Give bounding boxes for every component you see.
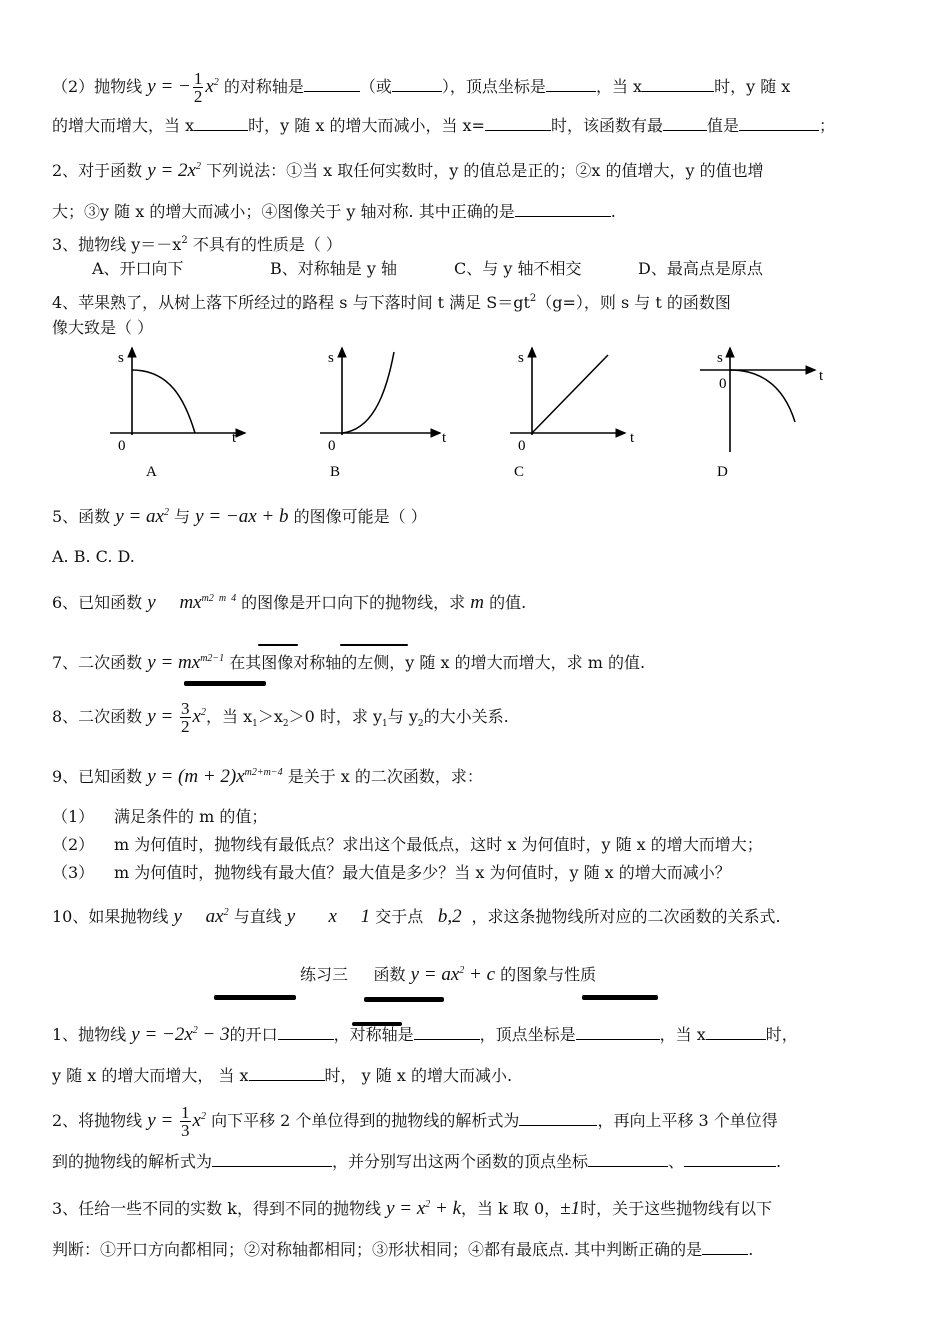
blank-x-extreme[interactable] [485, 114, 551, 131]
scan-artifact [340, 644, 408, 646]
blank-axis-alt[interactable] [392, 75, 442, 92]
q5-options[interactable]: A. B. C. D. [52, 547, 135, 566]
formula-y-2x2: $y = 2x^2$ [147, 160, 201, 181]
q5-stem: 5、函数 $y = ax^2$ 与 y = −ax + b 的图像可能是（ ） [52, 506, 427, 527]
blank-vertex[interactable] [576, 1023, 660, 1040]
blank-vertex[interactable] [546, 75, 596, 92]
e2-line1: 2、将抛物线 y = $\frac{1}{3}$ $x^2$ 向下平移 2 个单位得到的抛物线的解析式为 ，再向上平移 3 个单位得 [52, 1103, 778, 1140]
e2-line2: 到的抛物线的解析式为 ，并分别写出这两个函数的顶点坐标 、 . [52, 1152, 782, 1171]
blank-correct[interactable] [702, 1238, 748, 1255]
graph-label: D [717, 464, 728, 480]
q7: 7、二次函数 $y = mx^{m2-1}$ 在其图像对称轴的左侧，y 随 x 的增大而增大，求 m 的值. [52, 652, 646, 673]
q10: 10、如果抛物线 y $ax^2$ 与直线 y x 1 交于点 b,2 ，求这条抛物线所对应的二次函数的关系式. [52, 906, 781, 927]
q9-sub1: （1） 满足条件的 m 的值； [52, 807, 268, 826]
blank-correct[interactable] [515, 200, 611, 217]
graph-b[interactable] [310, 340, 470, 485]
q4-line1: 4、苹果熟了，从树上落下所经过的路程 s 与下落时间 t 满足 $S=gt^2(g=)$，则 s 与 t 的函数图 [52, 293, 731, 312]
graph-d[interactable] [695, 340, 855, 485]
q9-sub2: （2） m 为何值时，抛物线有最低点？求出这个最低点，这时 x 为何值时，y 随 x 的增大而增大； [52, 835, 763, 854]
q3-option-b[interactable]: B、对称轴是 y 轴 [270, 259, 397, 278]
q3-option-d[interactable]: D、最高点是原点 [638, 259, 763, 278]
e1-line1: 1、抛物线 $y = -2x^2 - 3$的开口 ，对称轴是 ，顶点坐标是 ，当 x 时， [52, 1024, 798, 1045]
t-label: t [442, 430, 447, 446]
blank-axis[interactable] [414, 1023, 480, 1040]
line-curve [532, 355, 608, 433]
origin-label: 0 [328, 438, 336, 454]
curve [342, 352, 394, 433]
q3-option-a[interactable]: A、开口向下 [92, 259, 184, 278]
origin-label: 0 [719, 376, 727, 392]
origin-label: 0 [518, 438, 526, 454]
section-title: 练习三 函数 $y = ax^2 + c$ 的图象与性质 [300, 964, 597, 985]
scan-artifact [364, 997, 444, 1002]
e3-line1: 3、任给一些不同的实数 k，得到不同的抛物线 $y = x^2 + k$，当 k 取 0，±1时，关于这些抛物线有以下 [52, 1198, 773, 1219]
curve [730, 370, 795, 422]
e3-line2: 判断：①开口方向都相同；②对称轴都相同；③形状相同；④都有最底点. 其中判断正确的是 . [52, 1240, 754, 1259]
s-label: s [518, 350, 524, 366]
q8: 8、二次函数 y = $\frac{3}{2}$ $x^2$，当 $x_1>x_2>0$ 时，求 $y_1$与 $y_2$的大小关系. [52, 699, 509, 736]
scan-artifact [258, 644, 298, 646]
graph-a[interactable] [100, 340, 260, 485]
q2-line2: 的增大而增大，当 x 时，y 随 x 的增大而减小，当 x= 时，该函数有最 值是 ； [52, 116, 836, 135]
scan-artifact [184, 681, 266, 686]
blank-opening[interactable] [278, 1023, 334, 1040]
origin-label: 0 [118, 438, 126, 454]
q3-stem: 3、抛物线 $y=-x^2$ 不具有的性质是（ ） [52, 235, 342, 254]
e1-line2: y 随 x 的增大而增大， 当 x 时， y 随 x 的增大而减小. [52, 1066, 513, 1085]
t-label: t [630, 430, 635, 446]
q3-option-c[interactable]: C、与 y 轴不相交 [454, 259, 582, 278]
blank-x-decrease[interactable] [249, 1064, 325, 1081]
graph-label: C [514, 464, 525, 480]
blank-vertex-2[interactable] [684, 1150, 776, 1167]
q6: 6、已知函数 y $mx^{m2 m 4}$ 的图像是开口向下的抛物线，求 m 的值. [52, 592, 527, 613]
blank-x-decrease[interactable] [194, 114, 248, 131]
blank-max-min[interactable] [663, 114, 707, 131]
graph-label: B [330, 464, 341, 480]
blank-x-increase[interactable] [642, 75, 714, 92]
q2b-line1: 2、对于函数 $y = 2x^2$ 下列说法：①当 x 取任何实数时，y 的值总是正的；②x 的值增大，y 的值也增 [52, 160, 764, 181]
scan-artifact [214, 995, 296, 1000]
graph-label: A [146, 464, 157, 480]
t-label: t [819, 368, 824, 384]
s-label: s [118, 350, 124, 366]
scan-artifact [582, 995, 658, 1000]
graph-c[interactable] [500, 340, 660, 485]
blank-down-shift[interactable] [519, 1109, 597, 1126]
formula-y-neg-half-x2: y = − $\frac{1}{2}$ $x^2$ [147, 69, 219, 106]
t-label: t [232, 430, 237, 446]
blank-axis[interactable] [304, 75, 360, 92]
blank-vertex-1[interactable] [588, 1150, 668, 1167]
s-label: s [717, 350, 723, 366]
curve [132, 370, 195, 433]
q2b-line2: 大；③y 随 x 的增大而减小；④图像关于 y 轴对称. 其中正确的是 . [52, 202, 616, 221]
q4-line2: 像大致是（ ） [52, 318, 154, 337]
blank-up-shift[interactable] [212, 1150, 332, 1167]
q9-sub3: （3） m 为何值时，抛物线有最大值？最大值是多少？当 x 为何值时，y 随 x 的增大而减小？ [52, 863, 731, 882]
q9-stem: 9、已知函数 $y = (m + 2)x^{m2+m-4}$ 是关于 x 的二次函数，求： [52, 766, 483, 787]
q2-line1: （2）抛物线 y = − $\frac{1}{2}$ $x^2$ 的对称轴是 （或 ），顶点坐标是 ，当 x 时，y 随 x [52, 69, 791, 106]
q3-options [92, 258, 763, 280]
blank-value[interactable] [739, 114, 819, 131]
s-label: s [328, 350, 334, 366]
blank-x-increase[interactable] [706, 1023, 766, 1040]
